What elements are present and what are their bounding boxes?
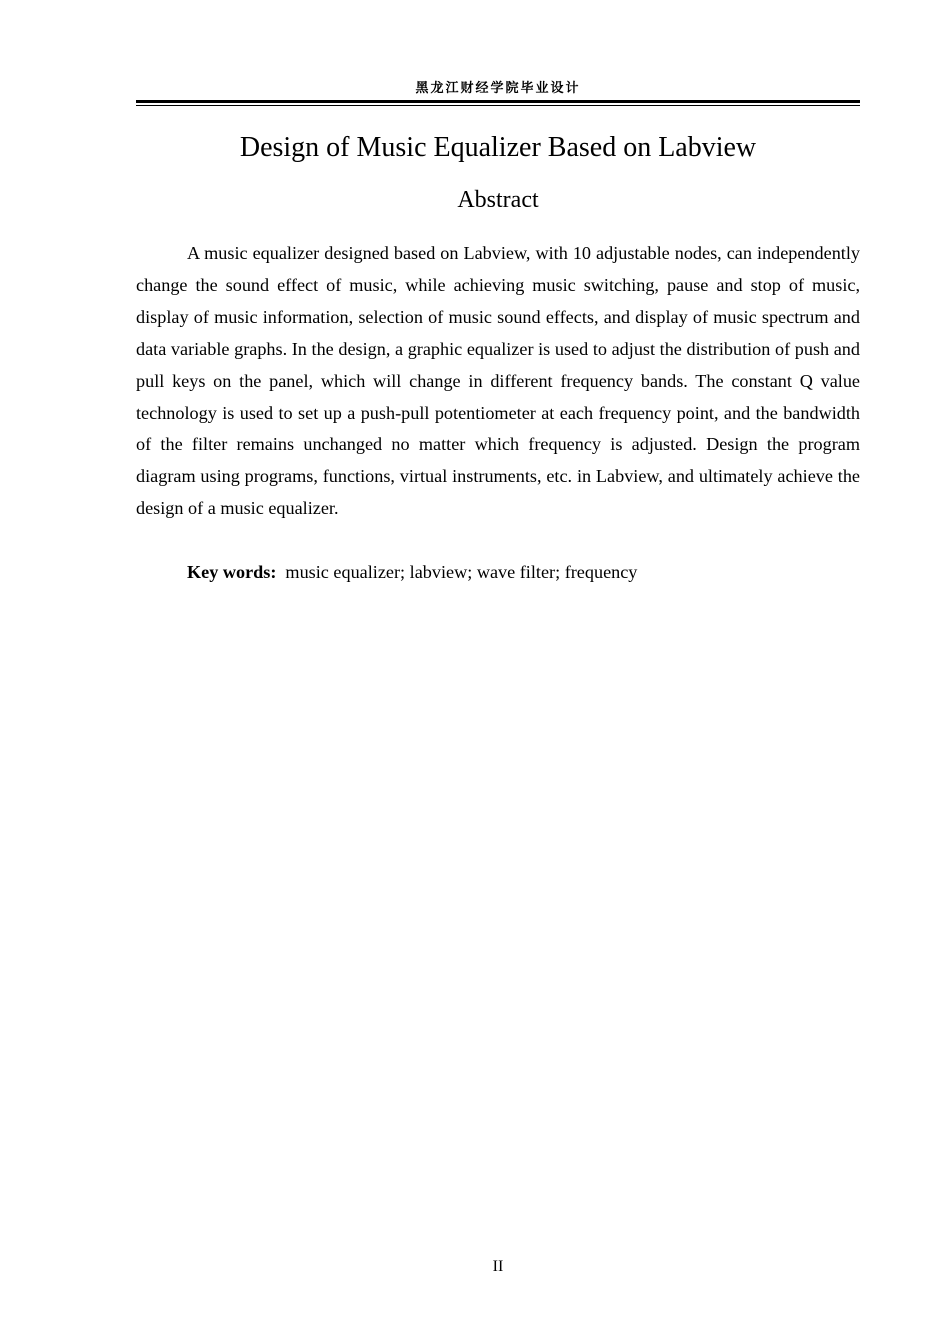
keywords-line [187, 557, 860, 589]
running-header: 黑龙江财经学院毕业设计 [415, 81, 581, 96]
header-rule-thin [136, 105, 860, 106]
document-title: Design of Music Equalizer Based on Labview [239, 132, 757, 163]
keywords-text: music equalizer; labview; wave filter; frequency [285, 562, 638, 582]
abstract-heading: Abstract [457, 187, 539, 213]
keywords-label: Key words: [187, 562, 277, 582]
page-number: II [492, 1258, 504, 1275]
header-rule-thick [136, 100, 860, 103]
abstract-body: A music equalizer designed based on Labview, with 10 adjustable nodes, can independently change the sound effect of music, while achieving music switching, pause and stop of music, display of music information, selection of music sound effects, and display of music spectrum and data variable graphs. In the design, a graphic equalizer is used to adjust the distribution of push and pull keys on the panel, which will change in different frequency bands. The constant Q value technology is used to set up a push-pull potentiometer at each frequency point, and the bandwidth of the filter remains unchanged no matter which frequency is adjusted. Design the program diagram using programs, functions, virtual instruments, etc. in Labview, and ultimately achieve the design of a music equalizer. [136, 243, 860, 519]
